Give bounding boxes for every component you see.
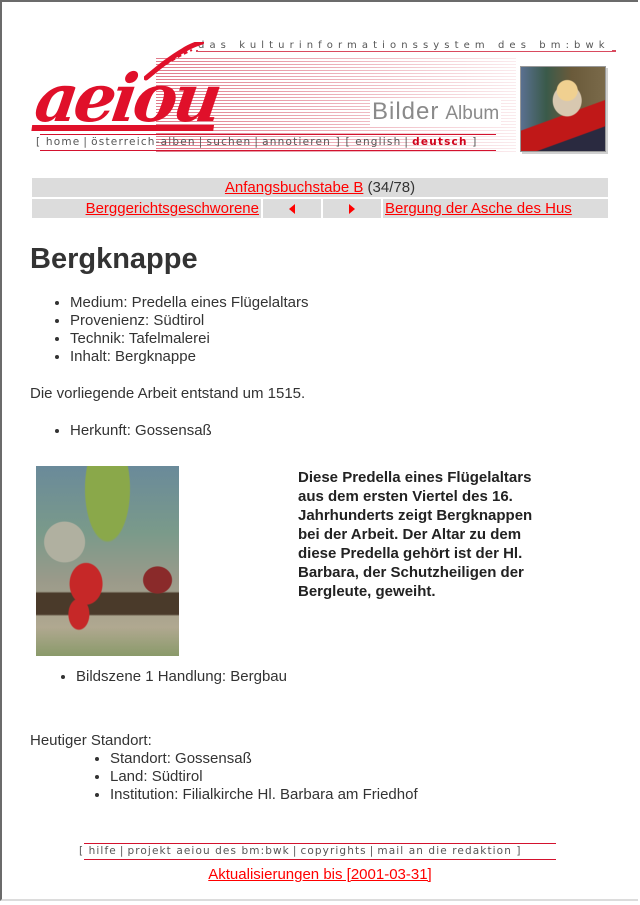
- nav-suchen[interactable]: suchen: [206, 136, 252, 148]
- bracket-close: ]: [472, 136, 478, 148]
- separator: |: [83, 136, 89, 148]
- separator: |: [292, 845, 298, 857]
- attribute-item: • Medium: Predella eines Flügelaltars: [70, 294, 610, 312]
- footer-projekt[interactable]: projekt aeiou des bm:bwk: [127, 845, 290, 857]
- location-section: [30, 732, 610, 804]
- triangle-left-icon: [289, 204, 295, 214]
- next-entry-link[interactable]: Bergung der Asche des Hus: [385, 200, 572, 217]
- top-navigation: [36, 134, 478, 150]
- separator: |: [119, 845, 125, 857]
- origin-list: [30, 422, 610, 440]
- album-title: [370, 98, 501, 126]
- triangle-right-icon: [349, 204, 355, 214]
- next-arrow-button[interactable]: [349, 200, 355, 217]
- scene-list: [30, 668, 610, 686]
- nav-annotieren[interactable]: annotieren: [262, 136, 332, 148]
- article: [30, 236, 610, 803]
- location-list: [30, 750, 610, 804]
- bracket-close: ]: [516, 845, 522, 857]
- footer-navigation: [79, 843, 563, 859]
- separator: |: [254, 136, 260, 148]
- location-heading: Heutiger Standort:: [30, 732, 152, 749]
- album-title-big: Bilder: [372, 98, 440, 125]
- prev-cell: [32, 199, 261, 218]
- lang-deutsch[interactable]: deutsch: [412, 136, 468, 148]
- logo-swoosh-icon: [144, 42, 204, 82]
- header-banner: [30, 40, 612, 152]
- nav-oesterreich-alben[interactable]: österreich-alben: [91, 136, 196, 148]
- album-navigation: [30, 176, 610, 220]
- bracket-open: [: [345, 136, 351, 148]
- bracket-open: [: [79, 845, 85, 857]
- separator: |: [198, 136, 204, 148]
- tagline: das kulturinformationssystem des bm:bwk: [198, 40, 610, 51]
- aeiou-logo[interactable]: aeiou: [30, 59, 224, 137]
- predella-painting-image[interactable]: [36, 466, 179, 656]
- attribute-item: • Inhalt: Bergknappe: [70, 348, 610, 366]
- album-title-small: Album: [445, 103, 500, 124]
- nav-home[interactable]: home: [45, 136, 81, 148]
- lang-english[interactable]: english: [355, 136, 402, 148]
- location-item: • Land: Südtirol: [110, 768, 610, 786]
- updates-section: [0, 866, 640, 883]
- origin-item: • Herkunft: Gossensaß: [70, 422, 610, 440]
- prev-arrow-cell: [263, 199, 321, 218]
- image-caption: Diese Predella eines Flügelaltars aus dem ersten Viertel des 16. Jahrhunderts zeigt Bergknappen bei der Arbeit. Der Altar zu dem diese Predella gehört ist der Hl. Barbara, der Schutzheiligen der Bergleute, geweiht.: [298, 469, 533, 600]
- attribute-list: [30, 294, 610, 366]
- footer-copyrights[interactable]: copyrights: [300, 845, 367, 857]
- separator: |: [369, 845, 375, 857]
- separator: |: [404, 136, 410, 148]
- index-cell: [32, 178, 608, 197]
- next-arrow-cell: [323, 199, 381, 218]
- updates-link[interactable]: Aktualisierungen bis [2001-03-31]: [208, 866, 432, 883]
- footer-mail[interactable]: mail an die redaktion: [377, 845, 512, 857]
- header-saint-image: [520, 66, 606, 152]
- attribute-item: • Provenienz: Südtirol: [70, 312, 610, 330]
- scene-item: • Bildszene 1 Handlung: Bergbau: [76, 668, 610, 686]
- location-item: • Standort: Gossensaß: [110, 750, 610, 768]
- attribute-item: • Technik: Tafelmalerei: [70, 330, 610, 348]
- scene-section: [30, 668, 610, 686]
- bracket-open: [: [36, 136, 42, 148]
- next-cell: [383, 199, 608, 218]
- index-link[interactable]: Anfangsbuchstabe B: [224, 179, 364, 196]
- dating-text: Die vorliegende Arbeit entstand um 1515.: [30, 385, 306, 402]
- position-counter: (34/78): [367, 179, 416, 196]
- page-title: Bergknappe: [30, 243, 198, 275]
- prev-entry-link[interactable]: Berggerichtsgeschworene: [85, 200, 259, 217]
- prev-arrow-button[interactable]: [289, 200, 295, 217]
- location-item: • Institution: Filialkirche Hl. Barbara am Friedhof: [110, 786, 610, 804]
- bracket-close: ]: [335, 136, 341, 148]
- footer-hilfe[interactable]: hilfe: [88, 845, 117, 857]
